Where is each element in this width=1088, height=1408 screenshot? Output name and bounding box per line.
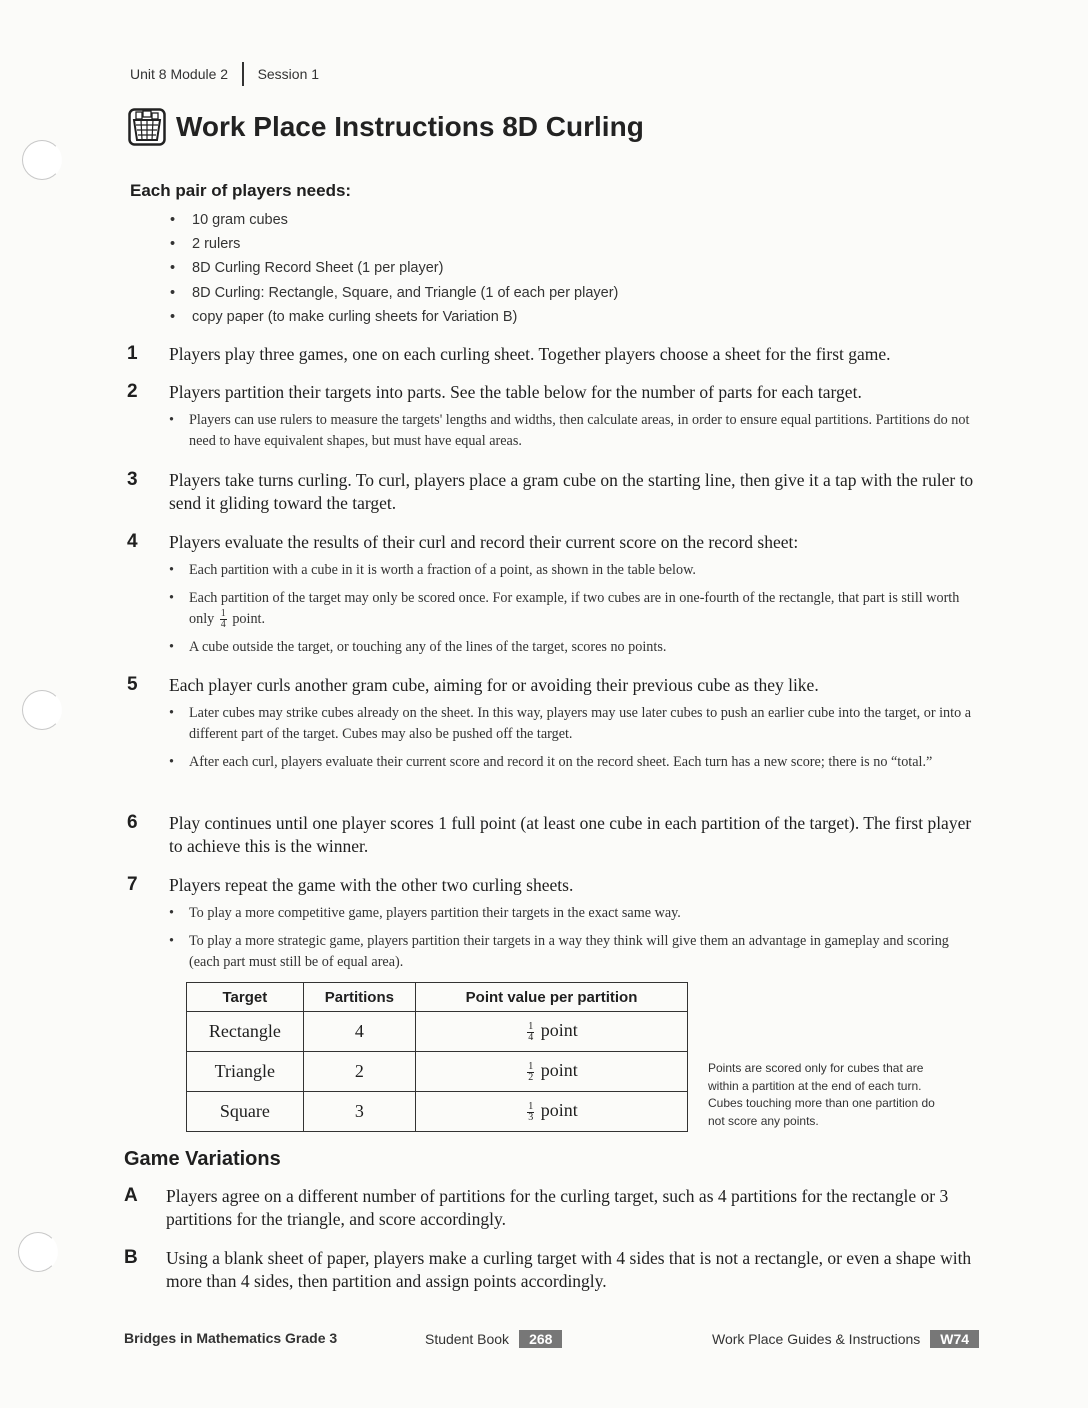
session-label: Session 1 [257, 66, 320, 82]
fraction-numerator: 1 [528, 1020, 534, 1032]
variation-letter: A [124, 1185, 138, 1206]
fraction [527, 1022, 534, 1043]
cell-partitions: 4 [303, 1012, 415, 1052]
step-text: Players play three games, one on each curling sheet. Together players choose a sheet for the first game. [169, 344, 891, 364]
step-bullet: • A cube outside the target, or touching any of the lines of the target, scores no points. [169, 637, 977, 658]
table-row [187, 1052, 688, 1092]
fraction-unit: point. [232, 611, 266, 627]
step-3 [127, 469, 977, 515]
step-bullet: • After each curl, players evaluate their current score and record it on the record sheet. Each turn has a new score; there is no “total.” [169, 752, 977, 773]
cell-point-value [416, 1052, 688, 1092]
list-item: • copy paper (to make curling sheets for Variation B) [170, 309, 618, 333]
point-unit: point [540, 1020, 578, 1041]
step-5 [127, 674, 977, 780]
student-book-label: Student Book [425, 1331, 510, 1347]
fraction-denominator: 4 [528, 1031, 534, 1043]
fraction-denominator: 3 [528, 1111, 534, 1123]
page-header [130, 62, 319, 86]
point-unit: point [540, 1100, 578, 1121]
variation-text: Players agree on a different number of partitions for the curling target, such as 4 partitions for the rectangle or 3 partitions for the triangle, and score accordingly. [166, 1186, 949, 1229]
cell-partitions: 3 [303, 1092, 415, 1132]
step-text: Players evaluate the results of their curl and record their current score on the record sheet: [169, 532, 799, 552]
binder-hole-middle [22, 690, 62, 730]
cell-point-value [416, 1092, 688, 1132]
step-6 [127, 812, 977, 858]
fraction-one-fourth [220, 609, 227, 630]
fraction-denominator: 4 [220, 619, 226, 631]
binder-hole-top [22, 140, 62, 180]
guide-code-badge: W74 [930, 1330, 979, 1348]
step-text: Play continues until one player scores 1 full point (at least one cube in each partition of the target). The first player to achieve this is the winner. [169, 813, 972, 856]
step-2 [127, 381, 977, 459]
fraction-numerator: 1 [528, 1060, 534, 1072]
work-place-basket-icon [128, 108, 166, 146]
step-4 [127, 531, 977, 665]
step-bullet: • Each partition with a cube in it is worth a fraction of a point, as shown in the table below. [169, 560, 977, 581]
cell-point-value [416, 1012, 688, 1052]
step-number: 1 [127, 343, 138, 364]
header-point-value: Point value per partition [416, 983, 688, 1012]
variation-b [124, 1247, 984, 1293]
footer-guides [712, 1330, 979, 1348]
step-bullet: • To play a more competitive game, players partition their targets in the exact same way. [169, 903, 977, 924]
step-number: 5 [127, 674, 138, 695]
scoring-note: Points are scored only for cubes that are within a partition at the end of each turn. Cubes touching more than one partition do not score any points. [708, 1061, 935, 1128]
list-item: • 8D Curling: Rectangle, Square, and Triangle (1 of each per player) [170, 285, 618, 309]
step-number: 2 [127, 381, 138, 402]
variation-text: Using a blank sheet of paper, players make a curling target with 4 sides that is not a rectangle, or even a shape with more than 4 sides, then partition and assign points accordingly. [166, 1248, 972, 1291]
list-item: • 10 gram cubes [170, 212, 618, 236]
guides-label: Work Place Guides & Instructions [712, 1331, 921, 1347]
fraction-numerator: 1 [528, 1100, 534, 1112]
footer-student-book [425, 1330, 562, 1348]
fraction-denominator: 2 [528, 1071, 534, 1083]
variation-a [124, 1185, 984, 1231]
list-item: • 2 rulers [170, 236, 618, 260]
variations-heading: Game Variations [124, 1148, 281, 1170]
step-text: Players partition their targets into parts. See the table below for the number of parts for each target. [169, 382, 862, 402]
table-header-row [187, 983, 688, 1012]
cell-target: Square [187, 1092, 304, 1132]
points-table [186, 982, 688, 1132]
point-unit: point [540, 1060, 578, 1081]
cell-partitions: 2 [303, 1052, 415, 1092]
unit-module-label: Unit 8 Module 2 [130, 66, 229, 82]
fraction [527, 1102, 534, 1123]
fraction-numerator: 1 [220, 608, 226, 620]
step-number: 6 [127, 812, 138, 833]
step-text: Players take turns curling. To curl, players place a gram cube on the starting line, then give it a tap with the ruler to send it gliding toward the target. [169, 470, 974, 513]
cell-target: Triangle [187, 1052, 304, 1092]
table-row [187, 1012, 688, 1052]
step-bullet: • Later cubes may strike cubes already on the sheet. In this way, players may use later cubes to push an earlier cube into the target, or into a different part of the target. Cubes may also be pushed off the target. [169, 703, 977, 745]
needs-list [170, 212, 618, 333]
list-item: • 8D Curling Record Sheet (1 per player) [170, 260, 618, 284]
page-title: Work Place Instructions 8D Curling [176, 111, 644, 142]
needs-heading: Each pair of players needs: [130, 181, 352, 200]
step-bullet-text: Each partition of the target may only be scored once. For example, if two cubes are in one-fourth of the rectangle, that part is still worth only [189, 590, 960, 627]
step-7 [127, 874, 977, 980]
step-text: Players repeat the game with the other two curling sheets. [169, 875, 574, 895]
table-row [187, 1092, 688, 1132]
header-divider [242, 62, 244, 86]
fraction [527, 1062, 534, 1083]
step-bullet: • Players can use rulers to measure the targets' lengths and widths, then calculate areas, in order to ensure equal partitions. Partitions do not need to have equivalent shapes, but must have equal areas. [169, 410, 977, 452]
step-number: 4 [127, 531, 138, 552]
binder-hole-bottom [18, 1232, 58, 1272]
title-row [128, 108, 644, 146]
page-number-badge: 268 [519, 1330, 562, 1348]
header-partitions: Partitions [303, 983, 415, 1012]
step-text: Each player curls another gram cube, aiming for or avoiding their previous cube as they like. [169, 675, 819, 695]
step-bullet [169, 588, 977, 630]
header-target: Target [187, 983, 304, 1012]
footer-publication: Bridges in Mathematics Grade 3 [124, 1330, 338, 1346]
step-number: 7 [127, 874, 138, 895]
cell-target: Rectangle [187, 1012, 304, 1052]
step-1 [127, 343, 977, 366]
variation-letter: B [124, 1247, 138, 1268]
step-bullet: • To play a more strategic game, players partition their targets in a way they think will give them an advantage in gameplay and scoring (each part must still be of equal area). [169, 931, 977, 973]
step-number: 3 [127, 469, 138, 490]
